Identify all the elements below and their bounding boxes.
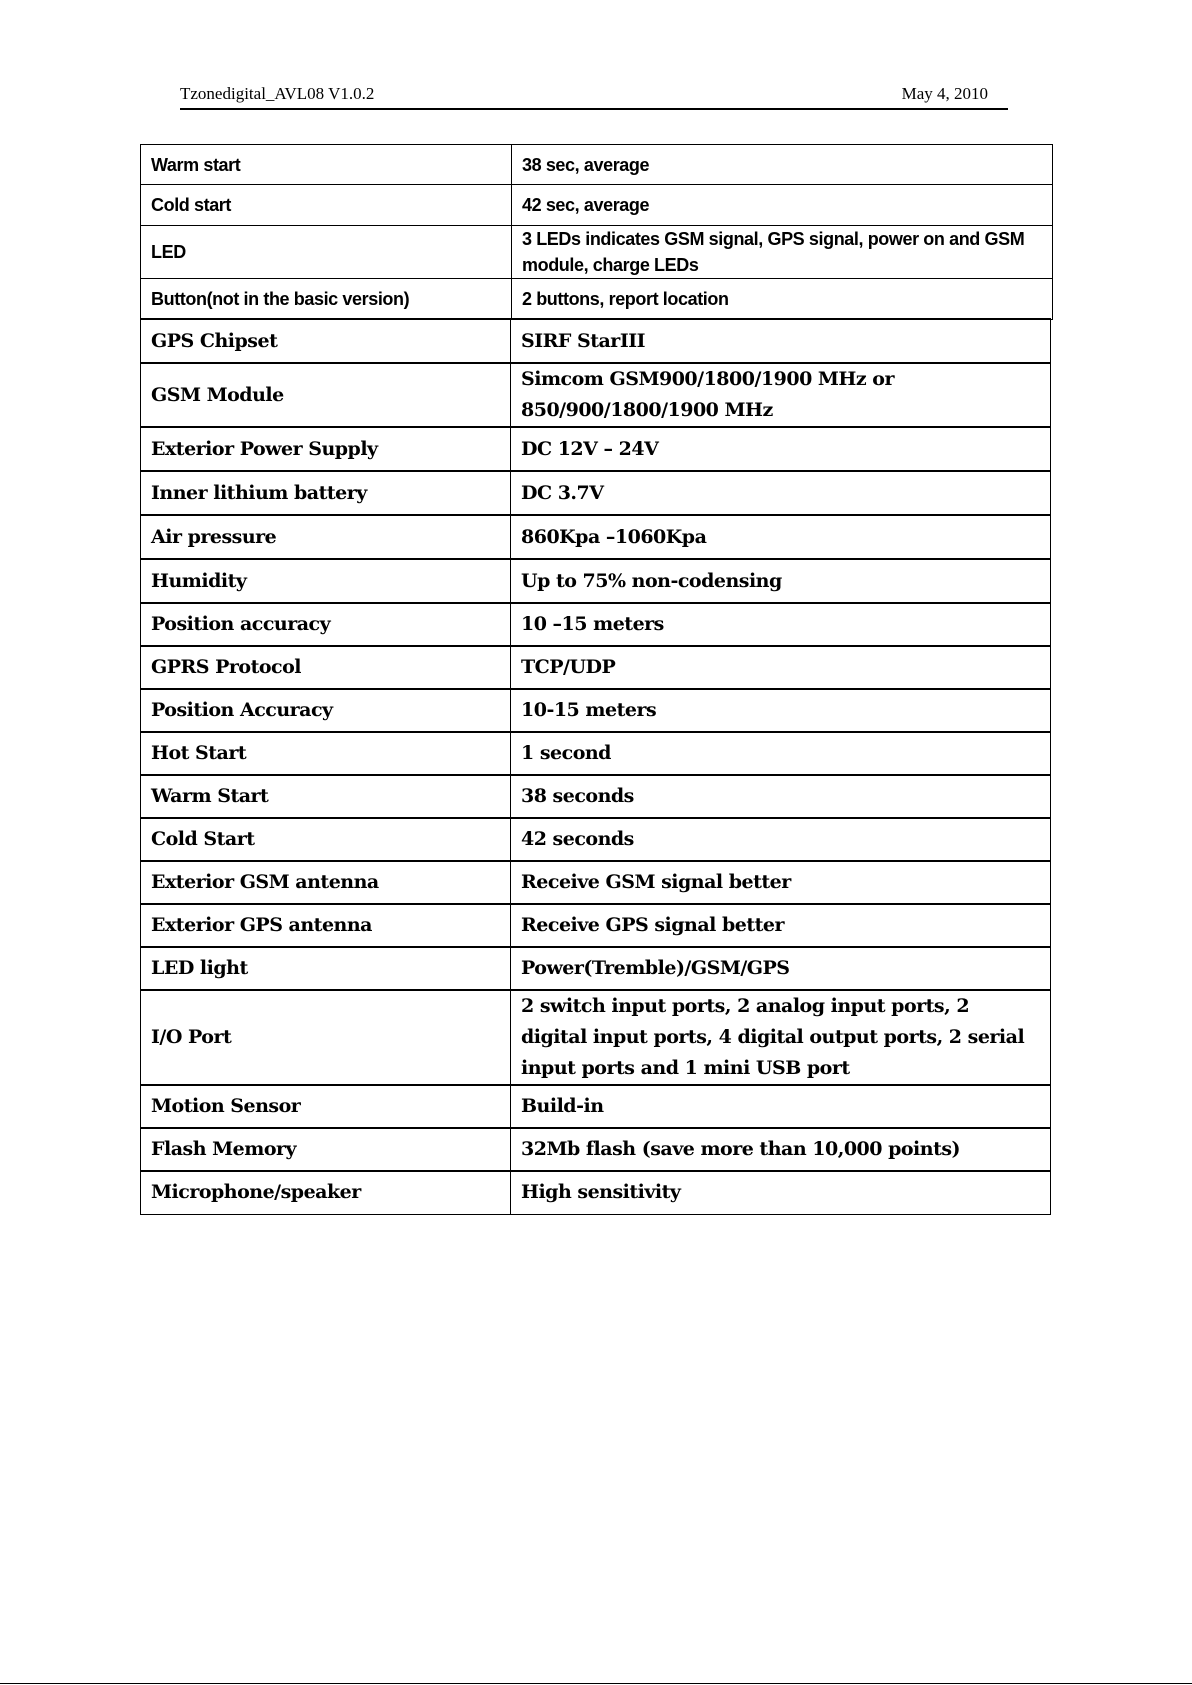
spec-value: SIRF StarIII	[511, 319, 1051, 363]
spec-value: 38 sec, average	[512, 145, 1053, 185]
spec-label: Inner lithium battery	[141, 471, 511, 515]
spec-value: DC 12V – 24V	[511, 427, 1051, 471]
table-row	[141, 732, 1051, 775]
spec-label: GPRS Protocol	[141, 646, 511, 689]
spec-value: 32Mb flash (save more than 10,000 points)	[511, 1128, 1051, 1171]
spec-label: LED	[141, 226, 512, 279]
table-row	[141, 279, 1053, 320]
table-row	[141, 363, 1051, 427]
spec-label: Cold Start	[141, 818, 511, 861]
spec-label: Air pressure	[141, 515, 511, 559]
table-row	[141, 689, 1051, 732]
spec-label: Exterior GPS antenna	[141, 904, 511, 947]
spec-label: Button(not in the basic version)	[141, 279, 512, 320]
spec-value: 2 switch input ports, 2 analog input ports, 2 digital input ports, 4 digital output ports, 2 serial input ports and 1 mini USB port	[511, 990, 1051, 1085]
spec-table-top	[140, 144, 1053, 320]
spec-value: Up to 75% non-codensing	[511, 559, 1051, 603]
table-row	[141, 515, 1051, 559]
spec-label: GSM Module	[141, 363, 511, 427]
spec-label: Exterior Power Supply	[141, 427, 511, 471]
table-row	[141, 603, 1051, 646]
table-row	[141, 1171, 1051, 1214]
spec-value: Receive GSM signal better	[511, 861, 1051, 904]
spec-value: 38 seconds	[511, 775, 1051, 818]
spec-value: TCP/UDP	[511, 646, 1051, 689]
spec-value: DC 3.7V	[511, 471, 1051, 515]
document-title: Tzonedigital_AVL08 V1.0.2	[180, 84, 375, 103]
spec-label: Cold start	[141, 185, 512, 226]
spec-value: High sensitivity	[511, 1171, 1051, 1214]
spec-value: Simcom GSM900/1800/1900 MHz or 850/900/1800/1900 MHz	[511, 363, 1051, 427]
spec-value: Build-in	[511, 1085, 1051, 1128]
table-row	[141, 427, 1051, 471]
spec-label: I/O Port	[141, 990, 511, 1085]
spec-label: Flash Memory	[141, 1128, 511, 1171]
spec-label: Microphone/speaker	[141, 1171, 511, 1214]
table-row	[141, 947, 1051, 990]
page-header	[180, 84, 1008, 110]
table-row	[141, 646, 1051, 689]
table-row	[141, 185, 1053, 226]
spec-label: Position Accuracy	[141, 689, 511, 732]
spec-value: 3 LEDs indicates GSM signal, GPS signal, power on and GSM module, charge LEDs	[512, 226, 1053, 279]
spec-value: 42 sec, average	[512, 185, 1053, 226]
spec-value: 42 seconds	[511, 818, 1051, 861]
spec-label: Motion Sensor	[141, 1085, 511, 1128]
table-row	[141, 904, 1051, 947]
spec-value: Power(Tremble)/GSM/GPS	[511, 947, 1051, 990]
table-row	[141, 1085, 1051, 1128]
spec-label: Warm Start	[141, 775, 511, 818]
table-row	[141, 861, 1051, 904]
spec-value: 860Kpa –1060Kpa	[511, 515, 1051, 559]
spec-value: 2 buttons, report location	[512, 279, 1053, 320]
spec-label: Warm start	[141, 145, 512, 185]
spec-label: Hot Start	[141, 732, 511, 775]
spec-label: Position accuracy	[141, 603, 511, 646]
spec-value: Receive GPS signal better	[511, 904, 1051, 947]
spec-label: Humidity	[141, 559, 511, 603]
table-row	[141, 226, 1053, 279]
table-row	[141, 319, 1051, 363]
spec-value: 10 –15 meters	[511, 603, 1051, 646]
spec-label: Exterior GSM antenna	[141, 861, 511, 904]
table-row	[141, 818, 1051, 861]
table-row	[141, 1128, 1051, 1171]
table-row	[141, 990, 1051, 1085]
spec-label: GPS Chipset	[141, 319, 511, 363]
spec-label: LED light	[141, 947, 511, 990]
table-row	[141, 471, 1051, 515]
footer-rule	[0, 1683, 1192, 1684]
table-row	[141, 559, 1051, 603]
spec-value: 1 second	[511, 732, 1051, 775]
document-date: May 4, 2010	[901, 84, 988, 103]
table-row	[141, 145, 1053, 185]
spec-value: 10-15 meters	[511, 689, 1051, 732]
table-row	[141, 775, 1051, 818]
spec-table-main	[140, 318, 1051, 1215]
